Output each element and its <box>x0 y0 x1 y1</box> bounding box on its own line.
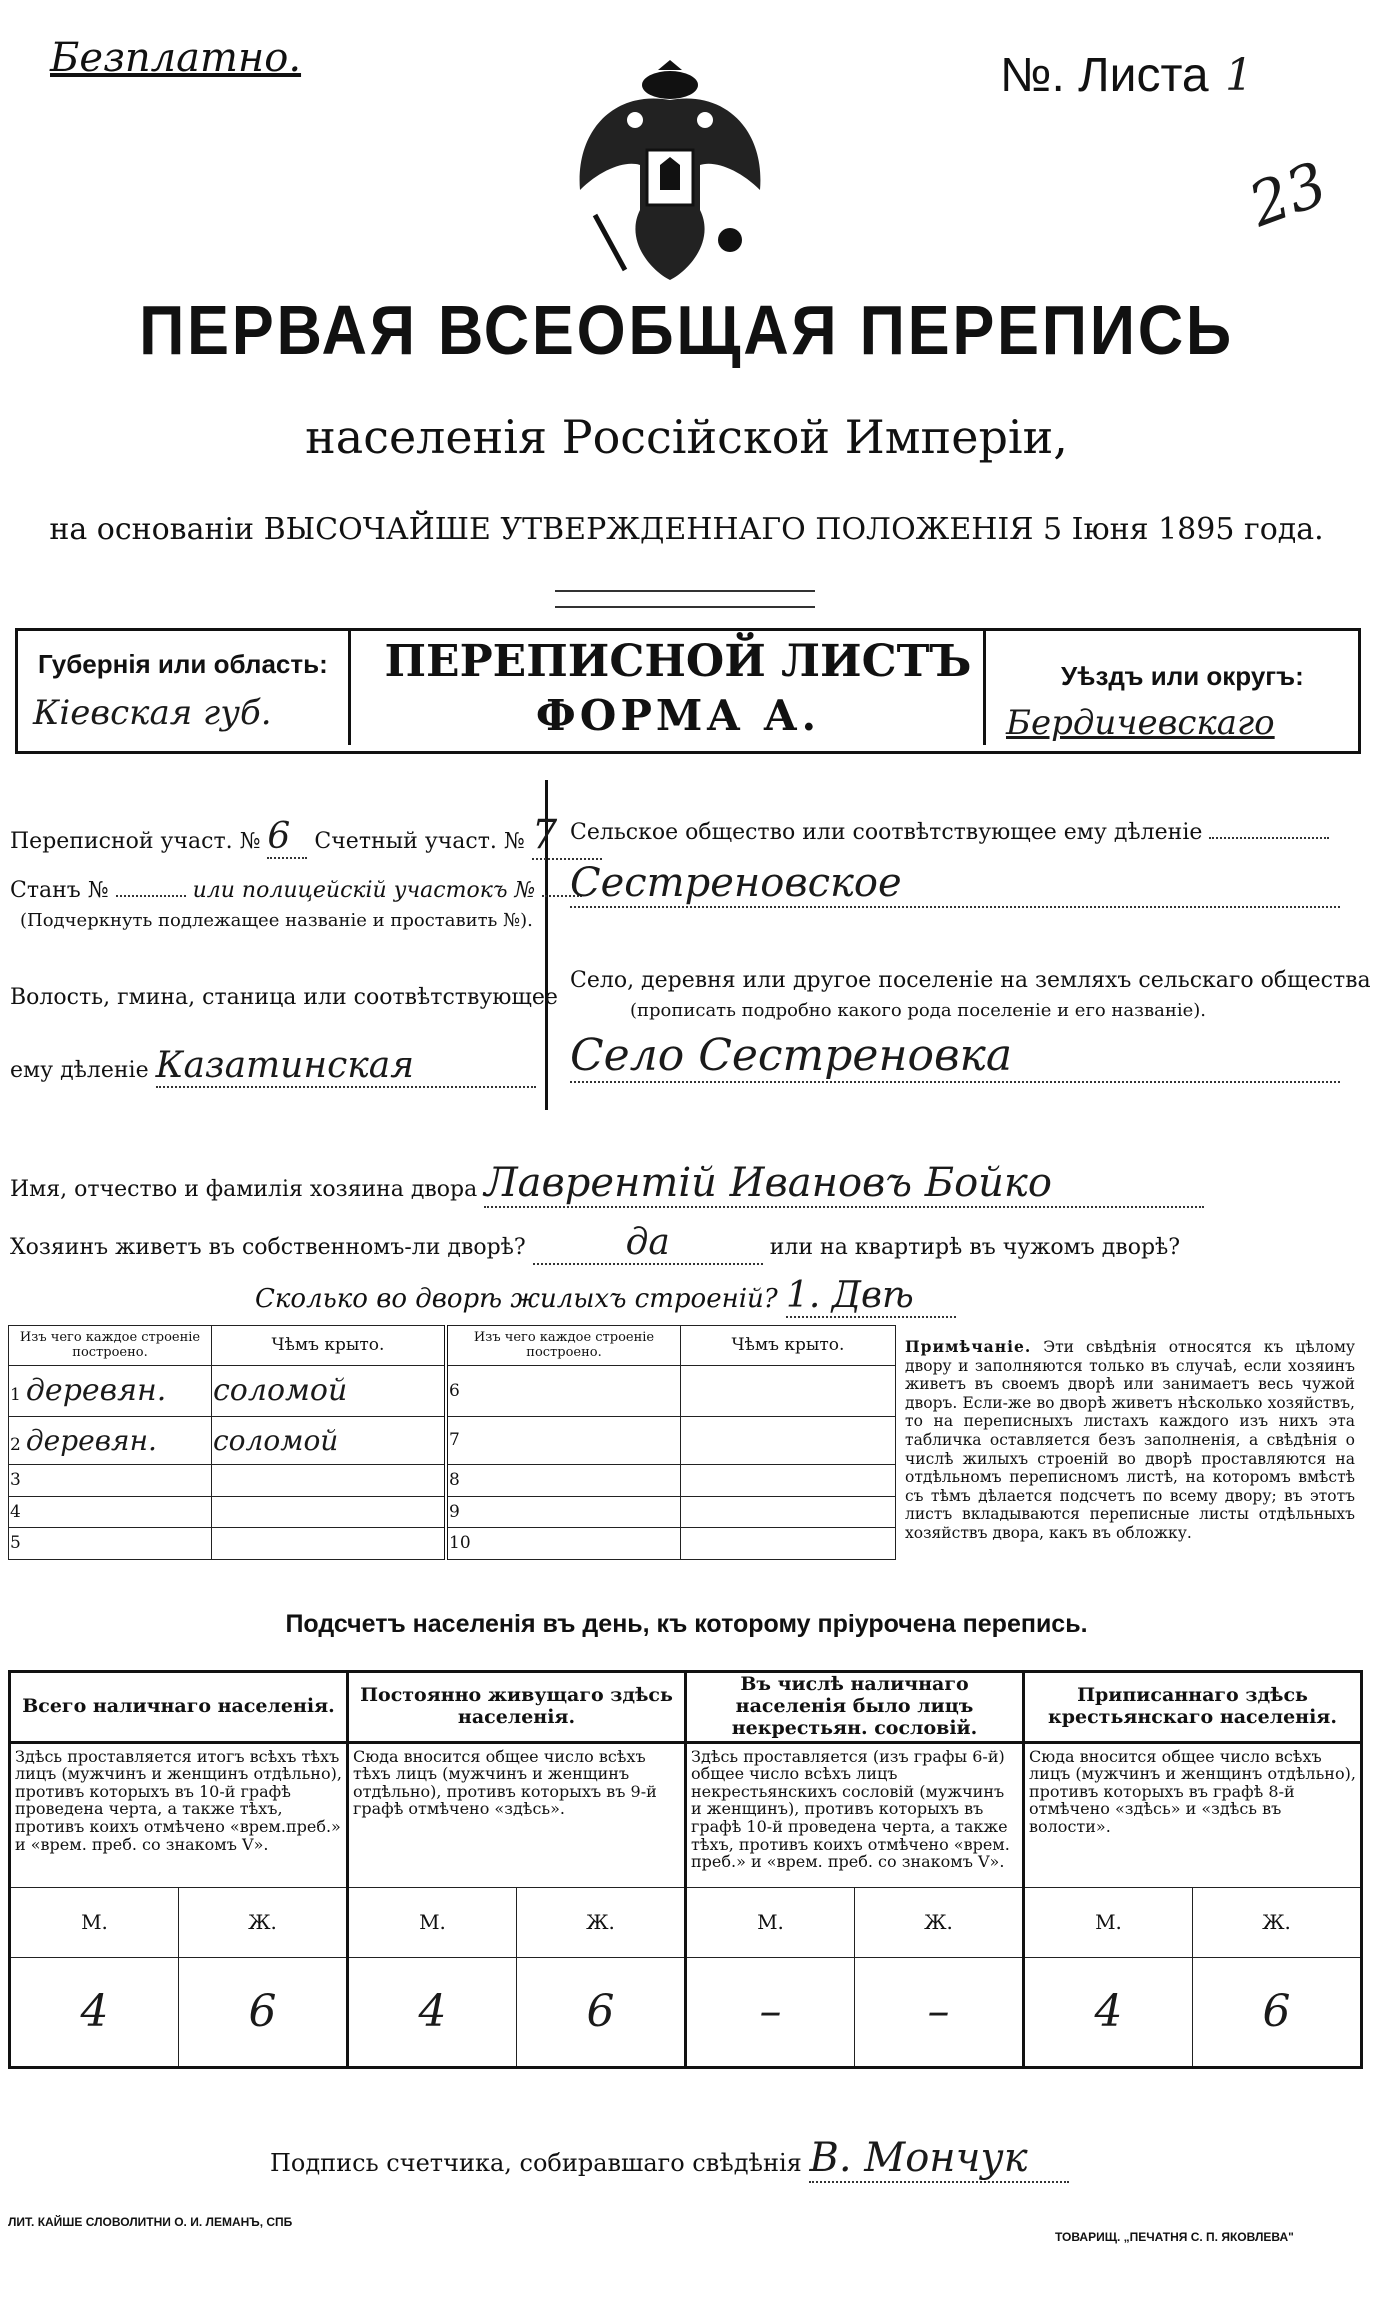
volost-line <box>10 1045 536 1088</box>
count-permanent-m: 4 <box>348 1957 517 2067</box>
footer-printer-left: ЛИТ. КАЙШЕ СЛОВОЛИТНИ О. И. ЛЕМАНЪ, СПБ <box>8 2215 293 2229</box>
counting-district-label: Счетный участ. № <box>314 829 525 854</box>
stan-label: Станъ № <box>10 878 109 903</box>
double-headed-eagle-emblem <box>555 40 785 290</box>
form-name: ФОРМА А. <box>535 691 821 740</box>
owner-name-value: Лаврентій Ивановъ Бойко <box>484 1160 1204 1208</box>
village-label: Село, деревня или другое поселеніе на земляхъ сельскаго общества <box>570 968 1371 993</box>
volost-label-2: ему дѣленіе <box>10 1058 149 1083</box>
count-total-m: 4 <box>10 1957 179 2067</box>
count-desc-peasant: Сюда вносится общее число всѣхъ лицъ (мужчинъ и женщинъ отдѣльно), противъ которыхъ въ графѣ 8-й отмѣчено «здѣсь» и «здѣсь въ волости». <box>1024 1742 1362 1887</box>
count-desc-total: Здѣсь проставляется итогъ всѣхъ тѣхъ лицъ (мужчинъ и женщинъ отдѣльно), противъ которыхъ въ 10-й графѣ проведена черта, а также тѣхъ, противъ коихъ отмѣчено «врем.преб.» и «врем. преб. со знакомъ V». <box>10 1742 348 1887</box>
signature-line <box>270 2135 1069 2183</box>
form-header-box <box>15 628 1361 754</box>
owner-name-label: Имя, отчество и фамилія хозяина двора <box>10 1177 478 1202</box>
m-label: М. <box>686 1887 855 1957</box>
main-title: ПЕРВАЯ ВСЕОБЩАЯ ПЕРЕПИСЬ <box>139 291 1234 369</box>
counting-district-value: 7 <box>532 812 602 860</box>
material-header-right: Изъ чего каждое строеніе построено. <box>446 1326 681 1366</box>
own-yard-label: Хозяинъ живетъ въ собственномъ-ли дворѣ? <box>10 1235 526 1260</box>
f-label: Ж. <box>517 1887 686 1957</box>
society-line <box>570 820 1329 845</box>
census-district-line <box>10 812 602 860</box>
village-note: (прописать подробно какого рода поселеніе и его названіе). <box>630 1000 1206 1021</box>
buildings-table <box>8 1325 896 1560</box>
material-header-left: Изъ чего каждое строеніе построено. <box>9 1326 212 1366</box>
sheet-number-value: 1 <box>1225 50 1253 101</box>
count-head-permanent: Постоянно живущаго здѣсь населенія. <box>348 1672 686 1743</box>
count-desc-permanent: Сюда вносится общее число всѣхъ тѣхъ лицъ (мужчинъ и женщинъ отдѣльно), противъ которыхъ въ 9-й графѣ отмѣчено «здѣсь». <box>348 1742 686 1887</box>
police-label: или полицейскій участокъ № <box>192 878 536 903</box>
signature-value: В. Мончук <box>809 2135 1069 2183</box>
buildings-line <box>255 1275 956 1318</box>
basis-line: на основаніи ВЫСОЧАЙШЕ УТВЕРЖДЕННАГО ПОЛОЖЕНІЯ 5 Іюня 1895 года. <box>49 512 1324 547</box>
stan-note: (Подчеркнуть подлежащее названіе и проставить №). <box>20 910 533 931</box>
count-head-total: Всего наличнаго населенія. <box>10 1672 348 1743</box>
buildings-value: 1. Двѣ <box>786 1275 956 1318</box>
buildings-note <box>905 1338 1355 1543</box>
owner-name-line <box>10 1160 1204 1208</box>
stan-line <box>10 878 582 903</box>
census-district-label: Переписной участ. № <box>10 829 261 854</box>
ornament-divider <box>555 590 815 608</box>
free-label: Безплатно. <box>50 35 302 81</box>
table-row: 3 8 <box>9 1465 896 1497</box>
corner-number: 23 <box>1240 149 1337 241</box>
buildings-label: Сколько во дворѣ жилыхъ строеній? <box>255 1284 778 1314</box>
count-table <box>8 1670 1363 2069</box>
f-label: Ж. <box>1193 1887 1362 1957</box>
subtitle: населенія Россійской Имперіи, <box>305 410 1068 464</box>
count-title: Подсчетъ населенія въ день, къ которому пріурочена перепись. <box>285 1610 1088 1638</box>
note-head: Примѣчаніе. <box>905 1337 1032 1356</box>
count-permanent-f: 6 <box>517 1957 686 2067</box>
table-row: 5 10 <box>9 1528 896 1560</box>
count-head-peasant: Приписаннаго здѣсь крестьянскаго населенія. <box>1024 1672 1362 1743</box>
f-label: Ж. <box>179 1887 348 1957</box>
footer-printer-right: ТОВАРИЩ. „ПЕЧАТНЯ С. П. ЯКОВЛЕВА" <box>1055 2230 1294 2244</box>
count-peasant-f: 6 <box>1193 1957 1362 2067</box>
count-non-peasant-m: – <box>686 1957 855 2067</box>
count-desc-non-peasant: Здѣсь проставляется (изъ графы 6-й) общее число всѣхъ лицъ некрестьянскихъ сословій (мужчинъ и женщинъ), противъ которыхъ въ графѣ 10-й проведена черта, а также тѣхъ, противъ коихъ отмѣчено «врем. преб.» и «врем. преб. со знакомъ V». <box>686 1742 1024 1887</box>
uezd-value: Бердичевскаго <box>1006 703 1275 743</box>
f-label: Ж. <box>855 1887 1024 1957</box>
m-label: М. <box>1024 1887 1193 1957</box>
signature-label: Подпись счетчика, собиравшаго свѣдѣнія <box>270 2149 802 2177</box>
volost-label: Волость, гмина, станица или соотвѣтствующее <box>10 985 558 1010</box>
count-peasant-m: 4 <box>1024 1957 1193 2067</box>
uezd-label: Уѣздъ или округъ: <box>1061 661 1304 691</box>
gubernia-label: Губернія или область: <box>38 649 328 679</box>
volost-value: Казатинская <box>156 1045 536 1088</box>
count-total-f: 6 <box>179 1957 348 2067</box>
table-row: 4 9 <box>9 1496 896 1528</box>
roof-header-right: Чѣмъ крыто. <box>681 1326 896 1366</box>
sheet-number-label: №. Листа <box>1000 49 1209 102</box>
gubernia-value: Кіевская губ. <box>33 693 272 733</box>
society-value: Сестреновское <box>570 860 1340 908</box>
form-title: ПЕРЕПИСНОЙ ЛИСТЪ <box>384 636 972 687</box>
own-yard-value: да <box>533 1222 763 1265</box>
table-row: 2 деревян. соломой 7 <box>9 1416 896 1464</box>
table-row: 1 деревян. соломой 6 <box>9 1366 896 1417</box>
rent-label: или на квартирѣ въ чужомъ дворѣ? <box>769 1235 1181 1260</box>
note-text: Эти свѣдѣнія относятся къ цѣлому двору и заполняются только въ случаѣ, если хозяинъ живетъ въ своемъ дворѣ или занимаетъ весь чужой дворъ. Если-же во дворѣ живетъ нѣсколько хозяйствъ, то на переписныхъ листахъ каждого изъ нихъ эта табличка оставляется безъ заполненія, а свѣдѣнія о числѣ жилыхъ строеній во дворѣ проставляются на отдѣльномъ переписномъ листѣ, на которомъ вмѣстѣ съ тѣмъ дѣлается подсчетъ по всему двору; въ этотъ листъ вкладываются переписные листы отдѣльныхъ хозяйствъ двора, какъ въ обложку. <box>905 1338 1355 1542</box>
m-label: М. <box>348 1887 517 1957</box>
count-non-peasant-f: – <box>855 1957 1024 2067</box>
roof-header-left: Чѣмъ крыто. <box>212 1326 447 1366</box>
owner-residence-line <box>10 1222 1180 1265</box>
society-label: Сельское общество или соотвѣтствующее ему дѣленіе <box>570 820 1203 845</box>
village-value: Село Сестреновка <box>570 1030 1340 1083</box>
count-head-non-peasant: Въ числѣ наличнаго населенія было лицъ некрестьян. сословій. <box>686 1672 1024 1743</box>
m-label: М. <box>10 1887 179 1957</box>
census-district-value: 6 <box>267 816 307 859</box>
